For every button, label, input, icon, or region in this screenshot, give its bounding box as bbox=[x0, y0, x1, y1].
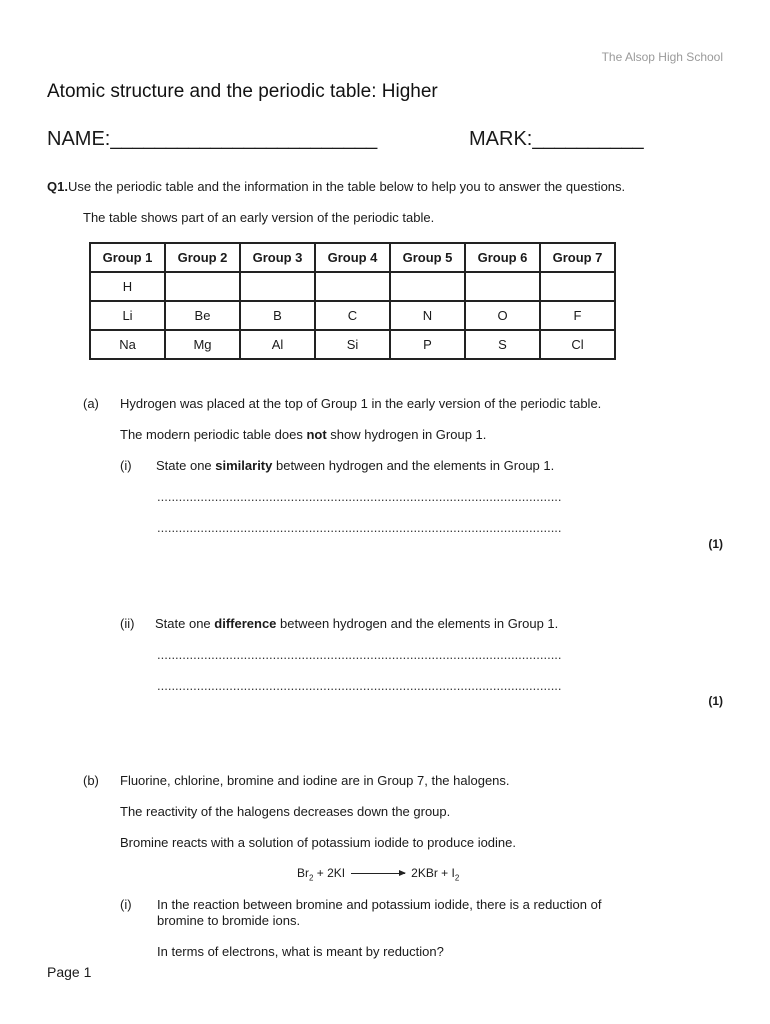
table-header: Group 1 bbox=[90, 243, 165, 272]
table-cell: F bbox=[540, 301, 615, 330]
part-a-ii-question bbox=[155, 616, 558, 631]
table-header: Group 6 bbox=[465, 243, 540, 272]
table-cell: O bbox=[465, 301, 540, 330]
question-text: Use the periodic table and the information in the table below to help you to answer the questions. bbox=[67, 179, 626, 194]
question-number: Q1. bbox=[47, 179, 68, 194]
chemical-equation bbox=[297, 866, 459, 882]
part-b-line3: Bromine reacts with a solution of potassium iodide to produce iodine. bbox=[120, 835, 516, 850]
part-b-i-line2: bromine to bromide ions. bbox=[157, 913, 301, 928]
table-cell: Li bbox=[90, 301, 165, 330]
table-cell: Na bbox=[90, 330, 165, 359]
table-cell: S bbox=[465, 330, 540, 359]
part-a-line2 bbox=[120, 427, 486, 442]
table-cell bbox=[240, 272, 315, 301]
answer-line[interactable]: ................................................................................................................ bbox=[157, 647, 562, 662]
name-field[interactable]: NAME:________________________ bbox=[47, 128, 378, 150]
table-cell: Cl bbox=[540, 330, 615, 359]
part-b-line2: The reactivity of the halogens decreases down the group. bbox=[120, 804, 451, 819]
part-a-ii-label: (ii) bbox=[120, 616, 135, 631]
part-a-i-pre: State one bbox=[156, 458, 216, 473]
table-cell bbox=[465, 272, 540, 301]
table-cell bbox=[165, 272, 240, 301]
answer-line[interactable]: ................................................................................................................ bbox=[157, 520, 562, 535]
equation-rhs-a: 2KBr + I bbox=[411, 866, 455, 880]
table-row bbox=[90, 330, 615, 359]
table-intro: The table shows part of an early version of the periodic table. bbox=[83, 210, 435, 225]
question-1 bbox=[47, 179, 625, 194]
table-header: Group 5 bbox=[390, 243, 465, 272]
table-cell: N bbox=[390, 301, 465, 330]
table-cell: C bbox=[315, 301, 390, 330]
school-name: The Alsop High School bbox=[601, 50, 723, 64]
table-header: Group 7 bbox=[540, 243, 615, 272]
table-cell bbox=[315, 272, 390, 301]
part-b-label: (b) bbox=[83, 773, 99, 788]
part-b-i-label: (i) bbox=[120, 897, 132, 912]
mark-allocation: (1) bbox=[708, 537, 723, 551]
equation-lhs-a: Br bbox=[297, 866, 309, 880]
part-a-i-question bbox=[156, 458, 554, 473]
equation-lhs-b: + 2KI bbox=[313, 866, 346, 880]
table-header-row bbox=[90, 243, 615, 272]
part-a-line2-post: show hydrogen in Group 1. bbox=[326, 427, 487, 442]
periodic-table bbox=[89, 242, 616, 360]
answer-line[interactable]: ................................................................................................................ bbox=[157, 489, 562, 504]
part-a-ii-post: between hydrogen and the elements in Group 1. bbox=[276, 616, 559, 631]
table-row bbox=[90, 272, 615, 301]
table-cell: Al bbox=[240, 330, 315, 359]
part-b-i-line1: In the reaction between bromine and potassium iodide, there is a reduction of bbox=[157, 897, 602, 912]
part-b-i-question: In terms of electrons, what is meant by reduction? bbox=[157, 944, 444, 959]
table-cell: Be bbox=[165, 301, 240, 330]
table-cell: H bbox=[90, 272, 165, 301]
reaction-arrow-icon bbox=[351, 873, 405, 874]
part-b-line1: Fluorine, chlorine, bromine and iodine are in Group 7, the halogens. bbox=[120, 773, 510, 788]
equation-rhs-a-sub: 2 bbox=[454, 873, 460, 883]
table-header: Group 4 bbox=[315, 243, 390, 272]
table-cell: B bbox=[240, 301, 315, 330]
part-a-i-bold: similarity bbox=[215, 458, 273, 473]
part-a-ii-bold: difference bbox=[214, 616, 277, 631]
part-a-ii-pre: State one bbox=[155, 616, 215, 631]
part-a-i-post: between hydrogen and the elements in Group 1. bbox=[272, 458, 555, 473]
table-cell bbox=[390, 272, 465, 301]
table-header: Group 2 bbox=[165, 243, 240, 272]
part-a-line2-bold: not bbox=[306, 427, 327, 442]
table-cell: P bbox=[390, 330, 465, 359]
mark-field[interactable]: MARK:__________ bbox=[469, 128, 644, 150]
mark-allocation: (1) bbox=[708, 694, 723, 708]
part-a-i-label: (i) bbox=[120, 458, 132, 473]
equation-lhs-a-sub: 2 bbox=[309, 873, 314, 883]
table-header: Group 3 bbox=[240, 243, 315, 272]
table-row bbox=[90, 301, 615, 330]
page-title: Atomic structure and the periodic table: Higher bbox=[47, 81, 438, 102]
table-cell bbox=[540, 272, 615, 301]
table-cell: Si bbox=[315, 330, 390, 359]
part-a-label: (a) bbox=[83, 396, 99, 411]
table-cell: Mg bbox=[165, 330, 240, 359]
part-a-line1: Hydrogen was placed at the top of Group 1 in the early version of the periodic table. bbox=[120, 396, 602, 411]
answer-line[interactable]: ................................................................................................................ bbox=[157, 678, 562, 693]
page-number: Page 1 bbox=[47, 964, 92, 980]
part-a-line2-pre: The modern periodic table does bbox=[120, 427, 307, 442]
